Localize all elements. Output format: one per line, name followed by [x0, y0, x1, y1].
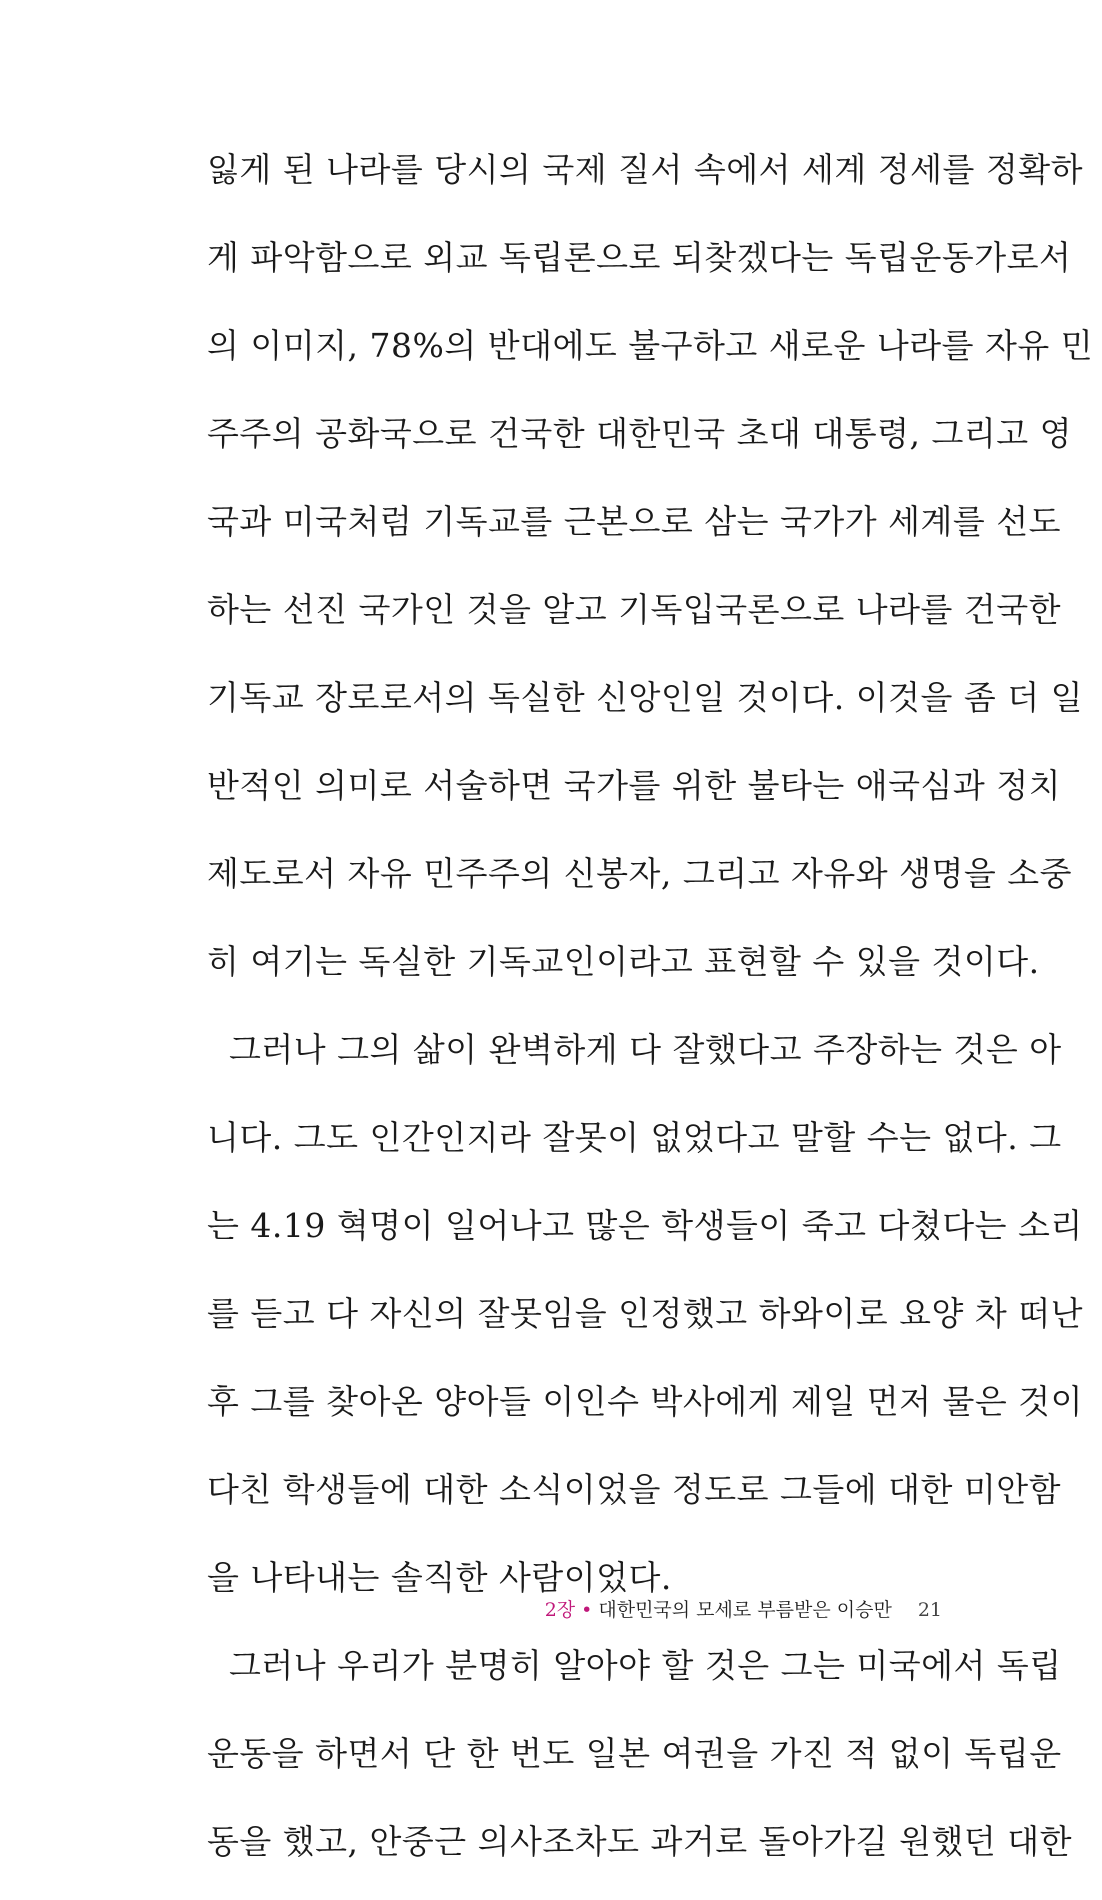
text-line: 를 듣고 다 자신의 잘못임을 인정했고 하와이로 요양 차 떠난: [207, 1294, 1083, 1333]
text-line: 운동을 하면서 단 한 번도 일본 여권을 가진 적 없이 독립운: [207, 1734, 1062, 1773]
running-footer: [545, 1595, 942, 1625]
text-line: 잃게 된 나라를 당시의 국제 질서 속에서 세계 정세를 정확하: [207, 150, 1083, 189]
text-line: 니다. 그도 인간인지라 잘못이 없었다고 말할 수는 없다. 그: [207, 1118, 1062, 1157]
chapter-title: 대한민국의 모세로 부름받은 이승만: [598, 1599, 892, 1621]
text-line: 을 나타내는 솔직한 사람이었다.: [207, 1558, 672, 1597]
text-line: 는 4.19 혁명이 일어나고 많은 학생들이 죽고 다쳤다는 소리: [207, 1206, 1083, 1245]
text-line: 그러나 우리가 분명히 알아야 할 것은 그는 미국에서 독립: [229, 1646, 1062, 1685]
chapter-label: 2장: [544, 1599, 576, 1621]
text-line: 히 여기는 독실한 기독교인이라고 표현할 수 있을 것이다.: [207, 942, 1040, 981]
text-line: 제도로서 자유 민주주의 신봉자, 그리고 자유와 생명을 소중: [207, 854, 1072, 893]
text-line: 기독교 장로로서의 독실한 신앙인일 것이다. 이것을 좀 더 일: [207, 678, 1083, 717]
text-line: 의 이미지, 78%의 반대에도 불구하고 새로운 나라를 자유 민: [207, 326, 1094, 365]
text-line: 국과 미국처럼 기독교를 근본으로 삼는 국가가 세계를 선도: [207, 502, 1061, 541]
bullet-separator: •: [581, 1599, 593, 1621]
text-line: 다친 학생들에 대한 소식이었을 정도로 그들에 대한 미안함: [207, 1470, 1061, 1509]
text-line: 동을 했고, 안중근 의사조차도 과거로 돌아가길 원했던 대한: [207, 1822, 1072, 1861]
body-text: [207, 140, 1094, 1900]
text-line: 후 그를 찾아온 양아들 이인수 박사에게 제일 먼저 물은 것이: [207, 1382, 1083, 1421]
text-line: 주주의 공화국으로 건국한 대한민국 초대 대통령, 그리고 영: [207, 414, 1072, 453]
page-number: 21: [917, 1599, 942, 1621]
text-line: 그러나 그의 삶이 완벽하게 다 잘했다고 주장하는 것은 아: [229, 1030, 1062, 1069]
text-line: 게 파악함으로 외교 독립론으로 되찾겠다는 독립운동가로서: [207, 238, 1072, 277]
text-line: 반적인 의미로 서술하면 국가를 위한 불타는 애국심과 정치: [207, 766, 1061, 805]
text-line: 하는 선진 국가인 것을 알고 기독입국론으로 나라를 건국한: [207, 590, 1061, 629]
